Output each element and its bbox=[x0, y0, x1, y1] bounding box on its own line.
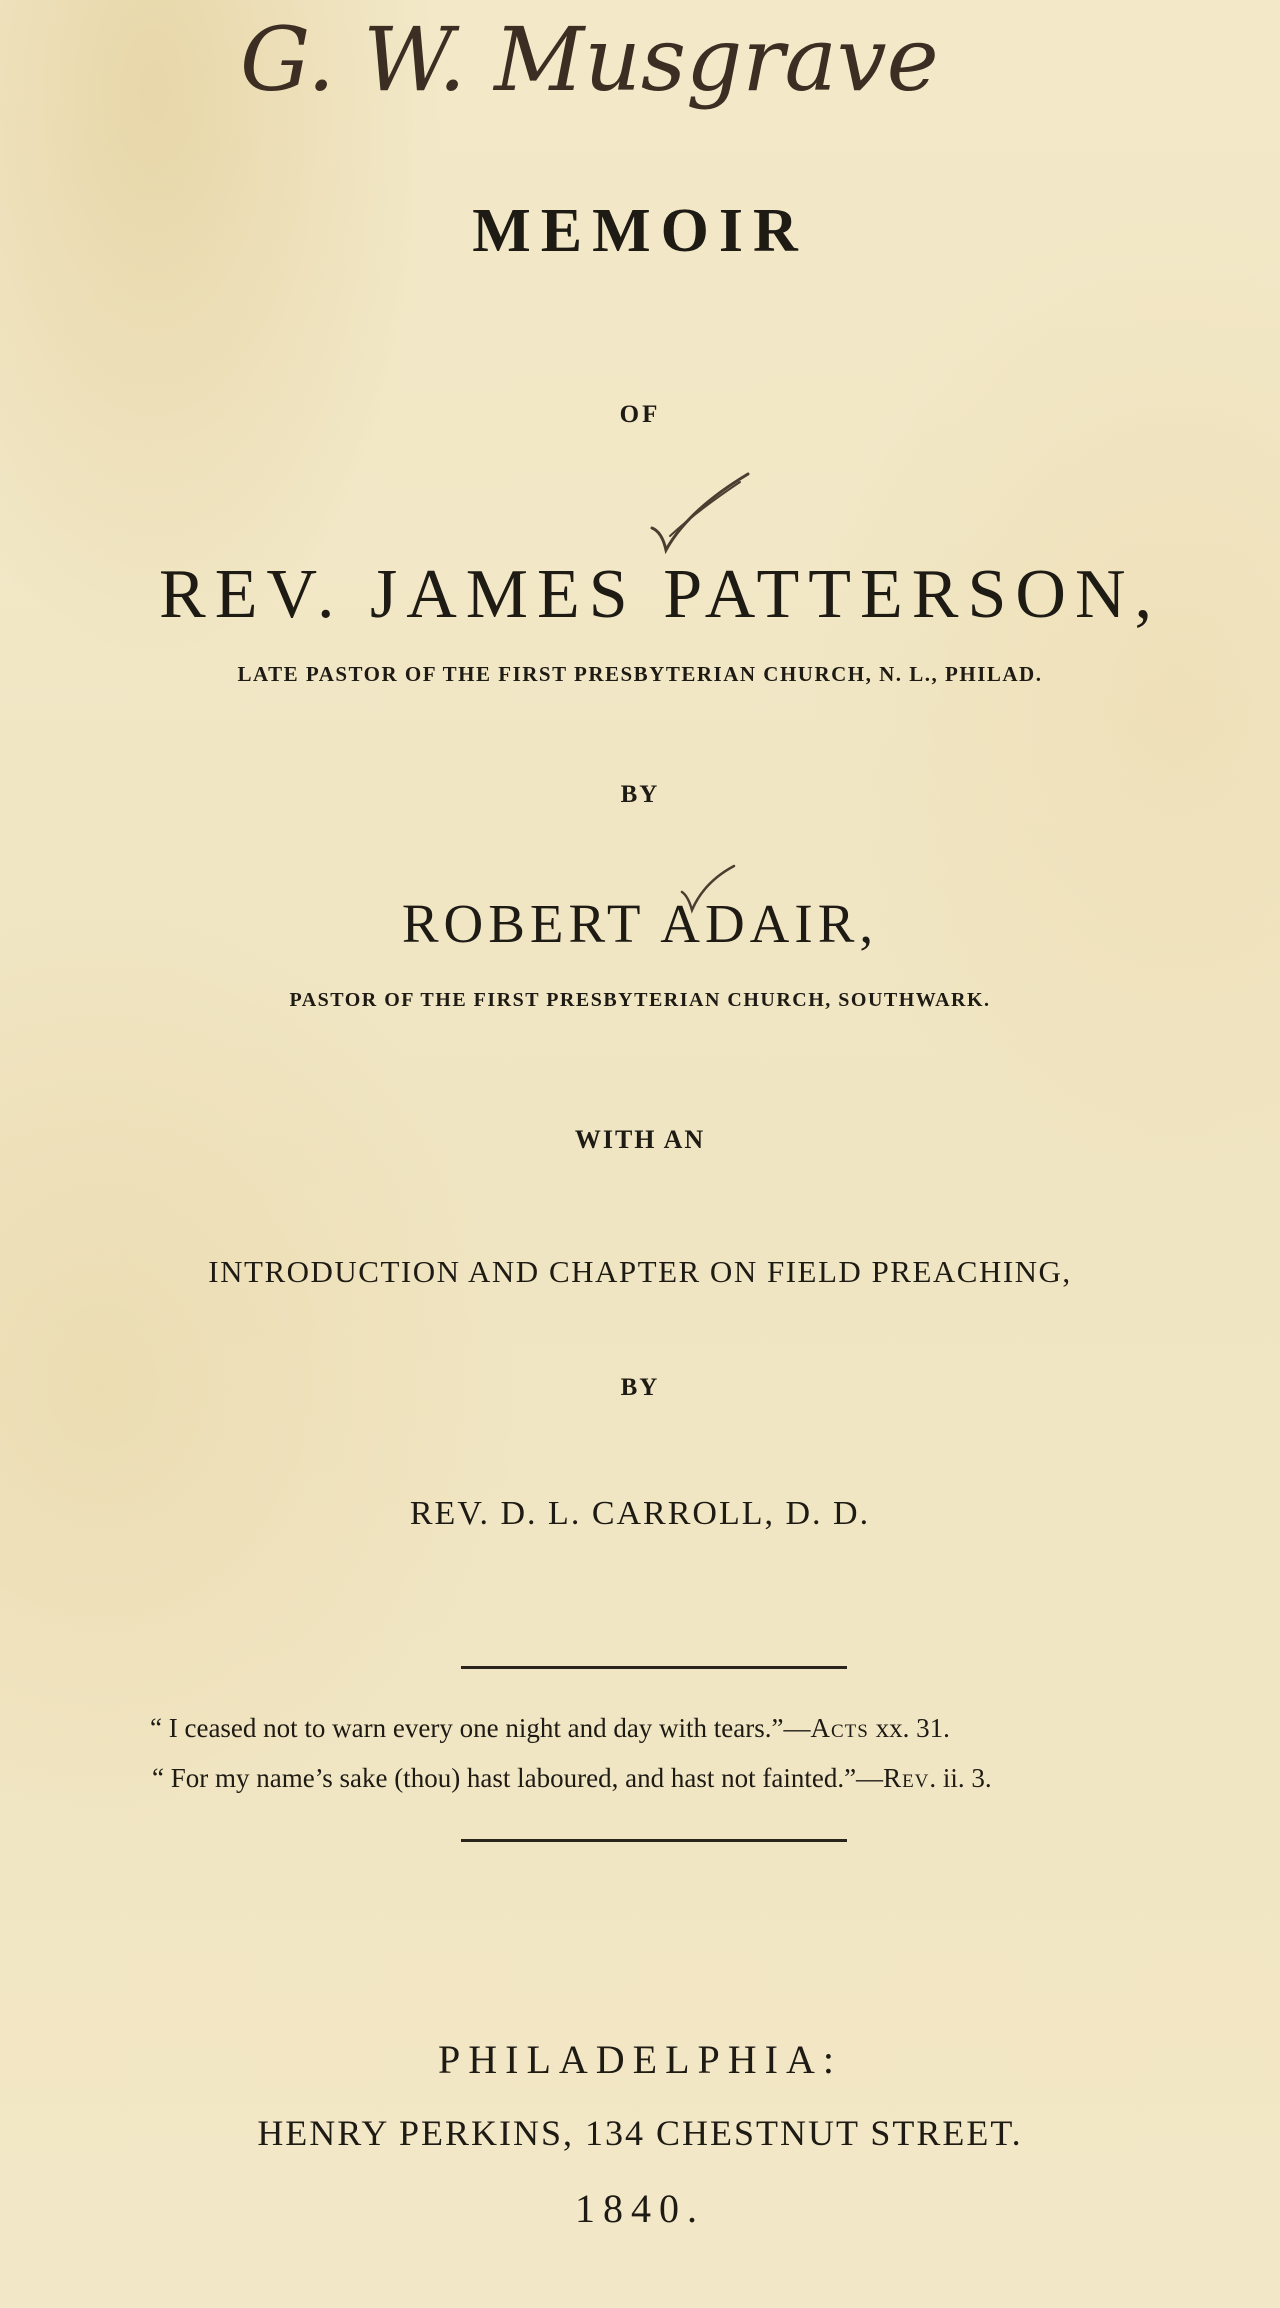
subject-name: REV. JAMES PATTERSON, bbox=[159, 556, 1161, 633]
subject-description: LATE PASTOR OF THE FIRST PRESBYTERIAN CHURCH, N. L., PHILAD. bbox=[237, 662, 1043, 686]
introduction-title: INTRODUCTION AND CHAPTER ON FIELD PREACHING, bbox=[208, 1254, 1072, 1289]
book-title: MEMOIR bbox=[472, 197, 808, 265]
epigraph-text: “ For my name’s sake (thou) hast laboured, and hast not fainted.”— bbox=[152, 1763, 884, 1793]
signature-text: G. W. Musgrave bbox=[240, 8, 939, 111]
by-label: BY bbox=[620, 1374, 660, 1401]
imprint-place: PHILADELPHIA: bbox=[438, 2037, 842, 2082]
epigraph-quote bbox=[152, 1765, 992, 1792]
with-an-label: WITH AN bbox=[574, 1125, 706, 1154]
divider-rule bbox=[461, 1666, 847, 1669]
divider-rule bbox=[461, 1839, 847, 1842]
handwritten-signature bbox=[240, 8, 1240, 118]
epigraph-reference: . ii. 3. bbox=[929, 1763, 992, 1793]
pencil-check-mark-icon bbox=[648, 470, 758, 560]
author-name: ROBERT ADAIR, bbox=[401, 893, 879, 954]
epigraph-source: Acts bbox=[810, 1713, 869, 1743]
by-label: BY bbox=[620, 781, 660, 808]
epigraph-text: “ I ceased not to warn every one night and day with tears.”— bbox=[150, 1713, 811, 1743]
author-description: PASTOR OF THE FIRST PRESBYTERIAN CHURCH, SOUTHWARK. bbox=[289, 989, 991, 1011]
imprint-year: 1840. bbox=[575, 2186, 705, 2231]
introduction-author: REV. D. L. CARROLL, D. D. bbox=[409, 1495, 871, 1532]
epigraph-quote bbox=[150, 1715, 950, 1742]
of-label: OF bbox=[619, 401, 661, 428]
epigraph-reference: xx. 31. bbox=[868, 1713, 950, 1743]
imprint-publisher: HENRY PERKINS, 134 CHESTNUT STREET. bbox=[257, 2113, 1023, 2153]
epigraph-source: Rev bbox=[883, 1763, 930, 1793]
